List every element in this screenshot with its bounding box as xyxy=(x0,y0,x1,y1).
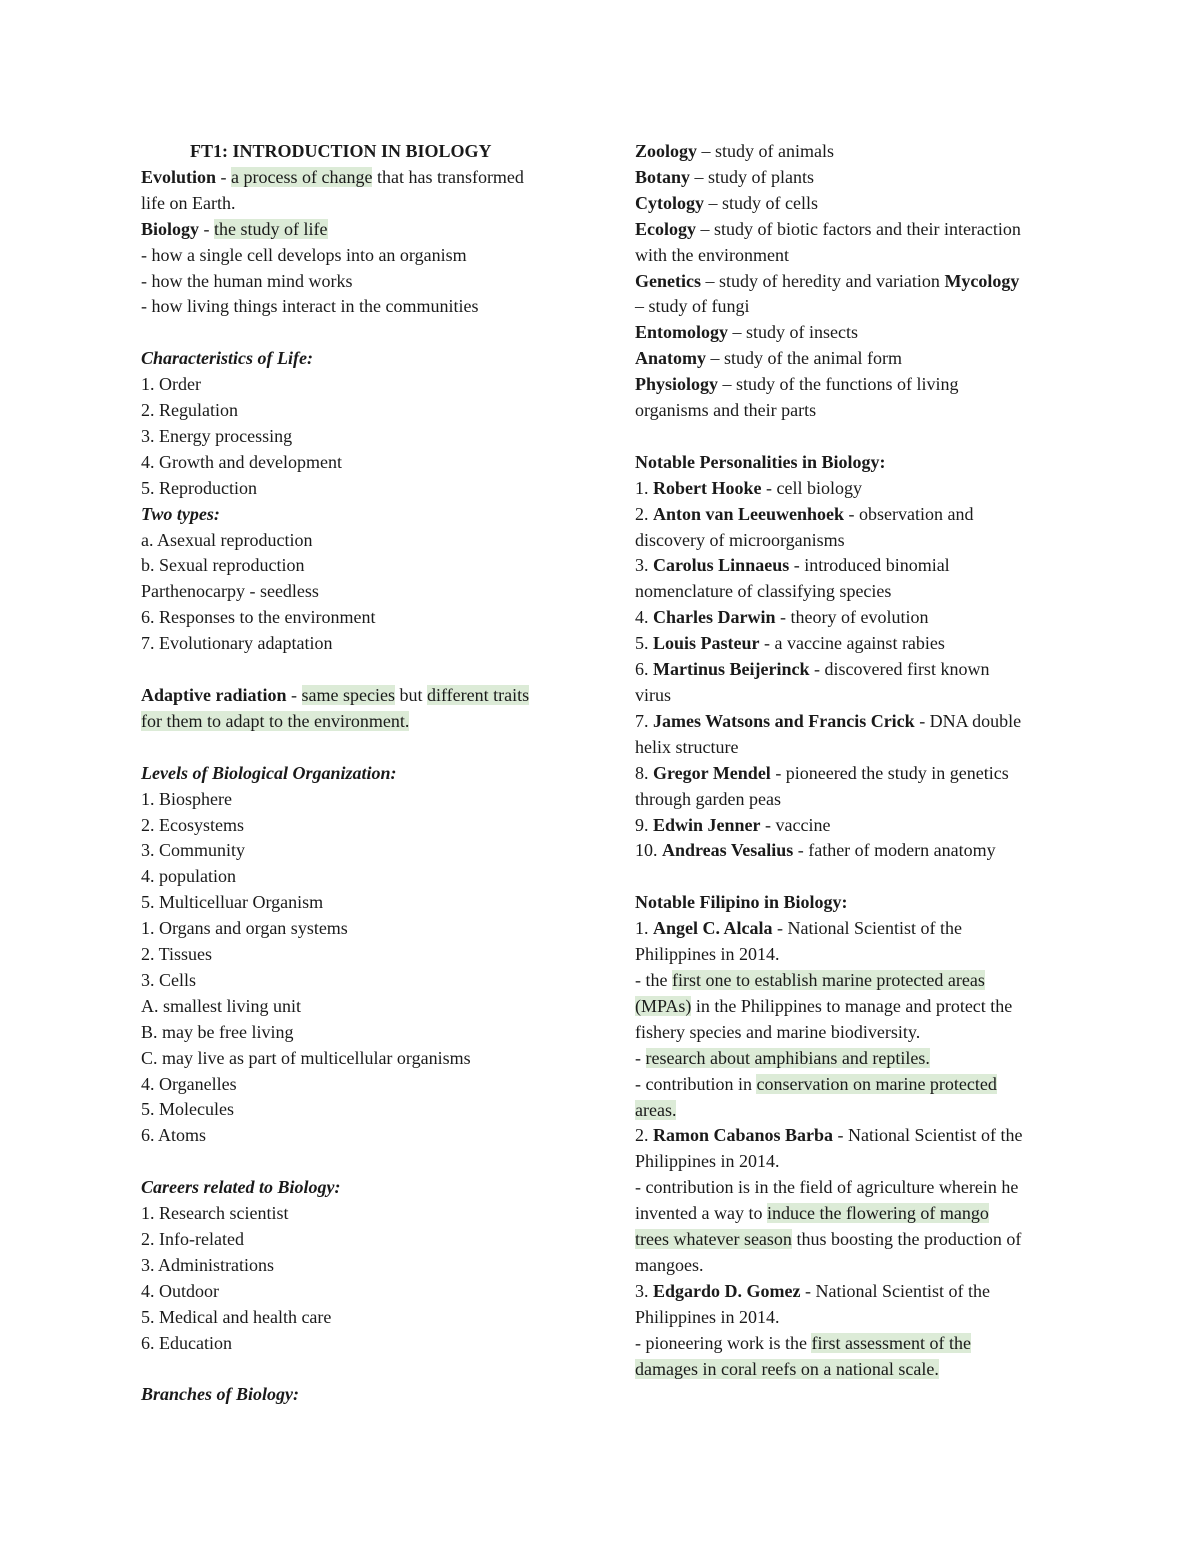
list-item: 2. Ecosystems xyxy=(141,814,244,835)
list-item: 4. Growth and development xyxy=(141,451,342,472)
list-item: 3. Energy processing xyxy=(141,425,293,446)
left-column xyxy=(141,139,581,1408)
personality-item: 3. Carolus Linnaeus - introduced binomial xyxy=(635,555,950,576)
branch-item: Zoology – study of animals xyxy=(635,141,835,161)
heading-personalities: Notable Personalities in Biology: xyxy=(635,451,886,472)
personality-item: 5. Louis Pasteur - a vaccine against rabies xyxy=(635,633,945,654)
highlight: areas. xyxy=(635,1099,677,1120)
highlight: induce the flowering of mango xyxy=(766,1203,989,1224)
list-item: C. may live as part of multicellular organisms xyxy=(141,1047,471,1068)
list-item: 3. Cells xyxy=(141,969,197,990)
highlight: different traits xyxy=(427,685,530,705)
list-item: 4. Outdoor xyxy=(141,1280,219,1301)
filipino-detail: - research about amphibians and reptiles. xyxy=(635,1047,930,1068)
filipino-detail: - pioneering work is the first assessment of the xyxy=(635,1332,971,1353)
filipino-detail: mangoes. xyxy=(635,1254,704,1275)
filipino-item-cont: Philippines in 2014. xyxy=(635,944,780,965)
branch-item: Entomology – study of insects xyxy=(635,322,859,343)
list-item: 4. population xyxy=(141,866,236,887)
list-item: A. smallest living unit xyxy=(141,995,301,1016)
list-item: 1. Research scientist xyxy=(141,1203,289,1224)
list-item: 2. Regulation xyxy=(141,400,238,421)
biology-point: - how living things interact in the communities xyxy=(141,296,479,317)
highlight: research about amphibians and reptiles. xyxy=(645,1047,930,1068)
personality-item: 4. Charles Darwin - theory of evolution xyxy=(635,607,929,628)
definition-evolution-cont: life on Earth. xyxy=(141,192,236,213)
list-item: 5. Reproduction xyxy=(141,477,257,498)
list-item: 7. Evolutionary adaptation xyxy=(141,633,333,654)
personality-item-cont: discovery of microorganisms xyxy=(635,529,845,550)
personality-item: 10. Andreas Vesalius - father of modern anatomy xyxy=(635,840,996,861)
highlight: (MPAs) xyxy=(635,995,692,1016)
list-item: 2. Tissues xyxy=(141,944,213,965)
highlight: trees whatever season xyxy=(635,1229,792,1250)
list-item: B. may be free living xyxy=(141,1021,294,1042)
highlight: the study of life xyxy=(214,218,328,239)
branch-item-cont: organisms and their parts xyxy=(635,400,817,421)
branch-item-cont: with the environment xyxy=(635,244,789,265)
filipino-item: 1. Angel C. Alcala - National Scientist of the xyxy=(635,918,962,939)
heading-filipino: Notable Filipino in Biology: xyxy=(635,892,848,913)
personality-item: 6. Martinus Beijerinck - discovered first known xyxy=(635,659,990,680)
list-item: 3. Community xyxy=(141,840,246,861)
highlight: a process of change xyxy=(231,166,373,187)
term-evolution: Evolution xyxy=(141,166,217,187)
filipino-detail xyxy=(635,1098,1075,1124)
filipino-detail: - the first one to establish marine protected areas xyxy=(635,969,985,990)
list-item: 6. Education xyxy=(141,1332,232,1353)
branch-item: Physiology – study of the functions of living xyxy=(635,374,959,395)
filipino-detail: fishery species and marine biodiversity. xyxy=(635,1021,921,1042)
heading-levels: Levels of Biological Organization: xyxy=(141,762,397,783)
branch-item: Cytology – study of cells xyxy=(635,192,818,213)
list-item: 5. Multicelluar Organism xyxy=(141,892,324,913)
filipino-item-cont: Philippines in 2014. xyxy=(635,1306,780,1327)
filipino-detail xyxy=(635,1357,1075,1383)
heading-branches: Branches of Biology: xyxy=(141,1384,300,1405)
biology-point: - how the human mind works xyxy=(141,270,353,291)
personality-item: 9. Edwin Jenner - vaccine xyxy=(635,814,831,835)
list-item: 1. Order xyxy=(141,374,201,395)
list-item: Parthenocarpy - seedless xyxy=(141,581,319,602)
definition-adaptive-radiation: Adaptive radiation - same species but different traits xyxy=(141,685,530,705)
list-item: 5. Molecules xyxy=(141,1099,234,1120)
highlight: first assessment of the xyxy=(811,1332,971,1353)
filipino-item: 2. Ramon Cabanos Barba - National Scientist of the xyxy=(635,1125,1023,1146)
definition-evolution: Evolution - a process of change that has transformed xyxy=(141,166,524,187)
list-item: 6. Responses to the environment xyxy=(141,607,376,628)
filipino-detail: - contribution is in the field of agriculture wherein he xyxy=(635,1177,1019,1198)
branch-item-cont: – study of fungi xyxy=(635,296,750,317)
list-item: 4. Organelles xyxy=(141,1073,237,1094)
right-column xyxy=(635,139,1075,1382)
list-item: 6. Atoms xyxy=(141,1125,207,1146)
list-item: b. Sexual reproduction xyxy=(141,555,305,576)
heading-characteristics: Characteristics of Life: xyxy=(141,348,313,369)
branch-item: Ecology – study of biotic factors and their interaction xyxy=(635,218,1021,239)
definition-biology: Biology - the study of life xyxy=(141,218,328,239)
filipino-detail: - contribution in conservation on marine protected xyxy=(635,1073,997,1094)
highlight: first one to establish marine protected areas xyxy=(671,969,985,990)
list-item: 5. Medical and health care xyxy=(141,1306,332,1327)
page-title: FT1: INTRODUCTION IN BIOLOGY xyxy=(190,141,492,161)
branch-item: Genetics – study of heredity and variation Mycology xyxy=(635,270,1020,291)
heading-careers: Careers related to Biology: xyxy=(141,1177,341,1198)
personality-item: 1. Robert Hooke - cell biology xyxy=(635,477,862,498)
highlight: same species xyxy=(301,685,395,705)
highlight: conservation on marine protected xyxy=(756,1073,997,1094)
definition-adaptive-radiation-cont xyxy=(141,709,581,735)
branch-item: Botany – study of plants xyxy=(635,166,815,187)
list-item: 2. Info-related xyxy=(141,1229,244,1249)
highlight: for them to adapt to the environment. xyxy=(141,710,410,731)
highlight: damages in coral reefs on a national scale. xyxy=(635,1358,939,1379)
personality-item: 8. Gregor Mendel - pioneered the study in genetics xyxy=(635,762,1009,783)
list-item: 1. Biosphere xyxy=(141,788,232,809)
personality-item-cont: through garden peas xyxy=(635,788,781,809)
filipino-item-cont: Philippines in 2014. xyxy=(635,1151,780,1172)
filipino-detail: trees whatever season thus boosting the production of xyxy=(635,1229,1022,1250)
personality-item-cont: virus xyxy=(635,685,671,706)
filipino-detail: (MPAs) in the Philippines to manage and protect the xyxy=(635,995,1013,1016)
filipino-detail: invented a way to induce the flowering of mango xyxy=(635,1203,989,1224)
list-item: 1. Organs and organ systems xyxy=(141,918,348,939)
personality-item-cont: helix structure xyxy=(635,736,739,757)
personality-item-cont: nomenclature of classifying species xyxy=(635,581,892,602)
term-adaptive-radiation: Adaptive radiation xyxy=(141,685,287,705)
list-item: a. Asexual reproduction xyxy=(141,529,313,550)
branch-item: Anatomy – study of the animal form xyxy=(635,348,902,369)
filipino-item: 3. Edgardo D. Gomez - National Scientist of the xyxy=(635,1280,990,1301)
subheading-two-types: Two types: xyxy=(141,503,220,524)
personality-item: 7. James Watsons and Francis Crick - DNA double xyxy=(635,710,1022,731)
biology-point: - how a single cell develops into an organism xyxy=(141,244,467,265)
term-biology: Biology xyxy=(141,218,200,239)
list-item: 3. Administrations xyxy=(141,1254,275,1275)
personality-item: 2. Anton van Leeuwenhoek - observation and xyxy=(635,503,974,524)
